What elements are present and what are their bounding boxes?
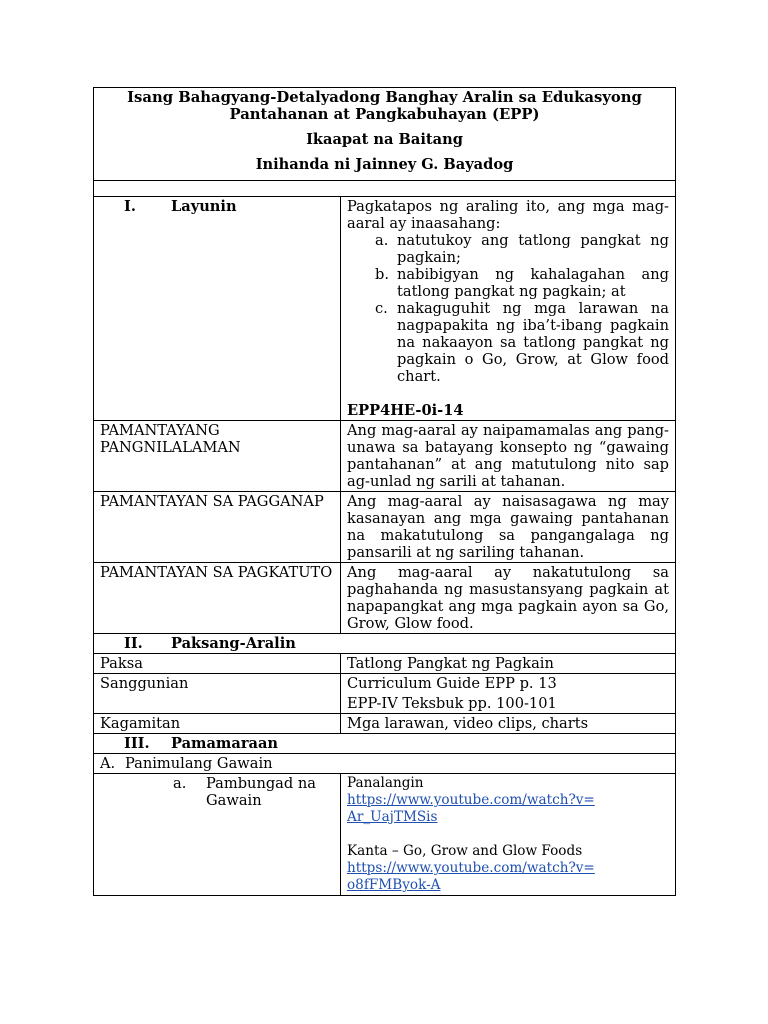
- prepared-by: Inihanda ni Jainney G. Bayadog: [255, 156, 514, 173]
- header-row: [94, 88, 676, 181]
- pambungad-row: [94, 774, 676, 896]
- kagamitan-label: Kagamitan: [94, 714, 341, 734]
- list-item: c. nakaguguhit ng mga larawan na nagpapakita ng iba’t-ibang pagkain na nakaayon sa tatlong pangkat ng pagkain o Go, Grow, at Glow food chart.: [375, 300, 669, 385]
- panimulang-gawain: A. Panimulang Gawain: [94, 754, 676, 774]
- kanta-label: Kanta – Go, Grow and Glow Foods: [347, 843, 583, 859]
- paksa-label: Paksa: [94, 654, 341, 674]
- section-label: Pamamaraan: [171, 735, 279, 752]
- section-number: I.: [124, 198, 136, 215]
- competency-code: EPP4HE-0i-14: [347, 402, 464, 419]
- layunin-row: [94, 197, 676, 421]
- layunin-heading: [94, 197, 341, 421]
- pamantayan-row: [94, 421, 676, 492]
- pamantayan-label: PAMANTAYAN SA PAGKATUTO: [94, 563, 341, 634]
- paksang-aralin-heading: [94, 634, 676, 654]
- kagamitan-row: [94, 714, 676, 734]
- grade-level: Ikaapat na Baitang: [306, 131, 463, 148]
- document-title: Isang Bahagyang-Detalyadong Banghay Aralin sa Edukasyong Pantahanan at Pangkabuhayan (EPP): [127, 89, 642, 123]
- pamamaraan-heading: [94, 734, 676, 754]
- youtube-link-kanta[interactable]: https://www.youtube.com/watch?v=o8fFMByok-A: [347, 860, 595, 893]
- sanggunian-value: Curriculum Guide EPP p. 13 EPP-IV Teksbuk pp. 100-101: [341, 674, 676, 714]
- pamantayan-text: Ang mag-aaral ay naipamamalas ang pang-unawa sa batayang konsepto ng “gawaing pantahanan” at ang matutulong nito sap ag-unlad ng sarili at tahanan.: [341, 421, 676, 492]
- section-number: III.: [124, 735, 150, 752]
- section-number: II.: [124, 635, 143, 652]
- spacer-row: [94, 181, 676, 197]
- layunin-intro: Pagkatapos ng araling ito, ang mga mag-aaral ay inaasahang:: [347, 198, 669, 232]
- pambungad-label-cell: [94, 774, 341, 896]
- objectives-list: [347, 232, 669, 385]
- pambungad-label: Pambungad na Gawain: [206, 775, 316, 809]
- pamantayan-text: Ang mag-aaral ay naisasagawa ng may kasanayan ang mga gawaing pantahanan na makatutulong sa pangangalaga ng pansarili at ng sariling tahanan.: [341, 492, 676, 563]
- item-mark: a.: [173, 775, 187, 792]
- paksa-value: Tatlong Pangkat ng Pagkain: [341, 654, 676, 674]
- paksa-row: [94, 654, 676, 674]
- pamantayan-label: PAMANTAYAN SA PAGGANAP: [94, 492, 341, 563]
- pamantayan-label: PAMANTAYANG PANGNILALAMAN: [94, 421, 341, 492]
- section-label: Layunin: [171, 198, 237, 215]
- pamamaraan-heading-row: [94, 734, 676, 754]
- sanggunian-label: Sanggunian: [94, 674, 341, 714]
- list-item: b. nabibigyan ng kahalagahan ang tatlong pangkat ng pagkain; at: [375, 266, 669, 300]
- pambungad-content: [341, 774, 676, 896]
- lesson-plan-table: [93, 87, 676, 896]
- pamantayan-row: [94, 563, 676, 634]
- list-item: a. natutukoy ang tatlong pangkat ng pagkain;: [375, 232, 669, 266]
- header-cell: [94, 88, 676, 181]
- pamantayan-text: Ang mag-aaral ay nakatutulong sa paghahanda ng masustansyang pagkain at napapangkat ang mga pagkain ayon sa Go, Grow, Glow food.: [341, 563, 676, 634]
- layunin-content: [341, 197, 676, 421]
- youtube-link-panalangin[interactable]: https://www.youtube.com/watch?v=Ar_UajTMSis: [347, 792, 595, 825]
- kagamitan-value: Mga larawan, video clips, charts: [341, 714, 676, 734]
- paksang-aralin-heading-row: [94, 634, 676, 654]
- panimulang-gawain-row: [94, 754, 676, 774]
- section-label: Paksang-Aralin: [171, 635, 296, 652]
- pamantayan-row: [94, 492, 676, 563]
- sanggunian-row: [94, 674, 676, 714]
- panalangin-label: Panalangin: [347, 775, 424, 791]
